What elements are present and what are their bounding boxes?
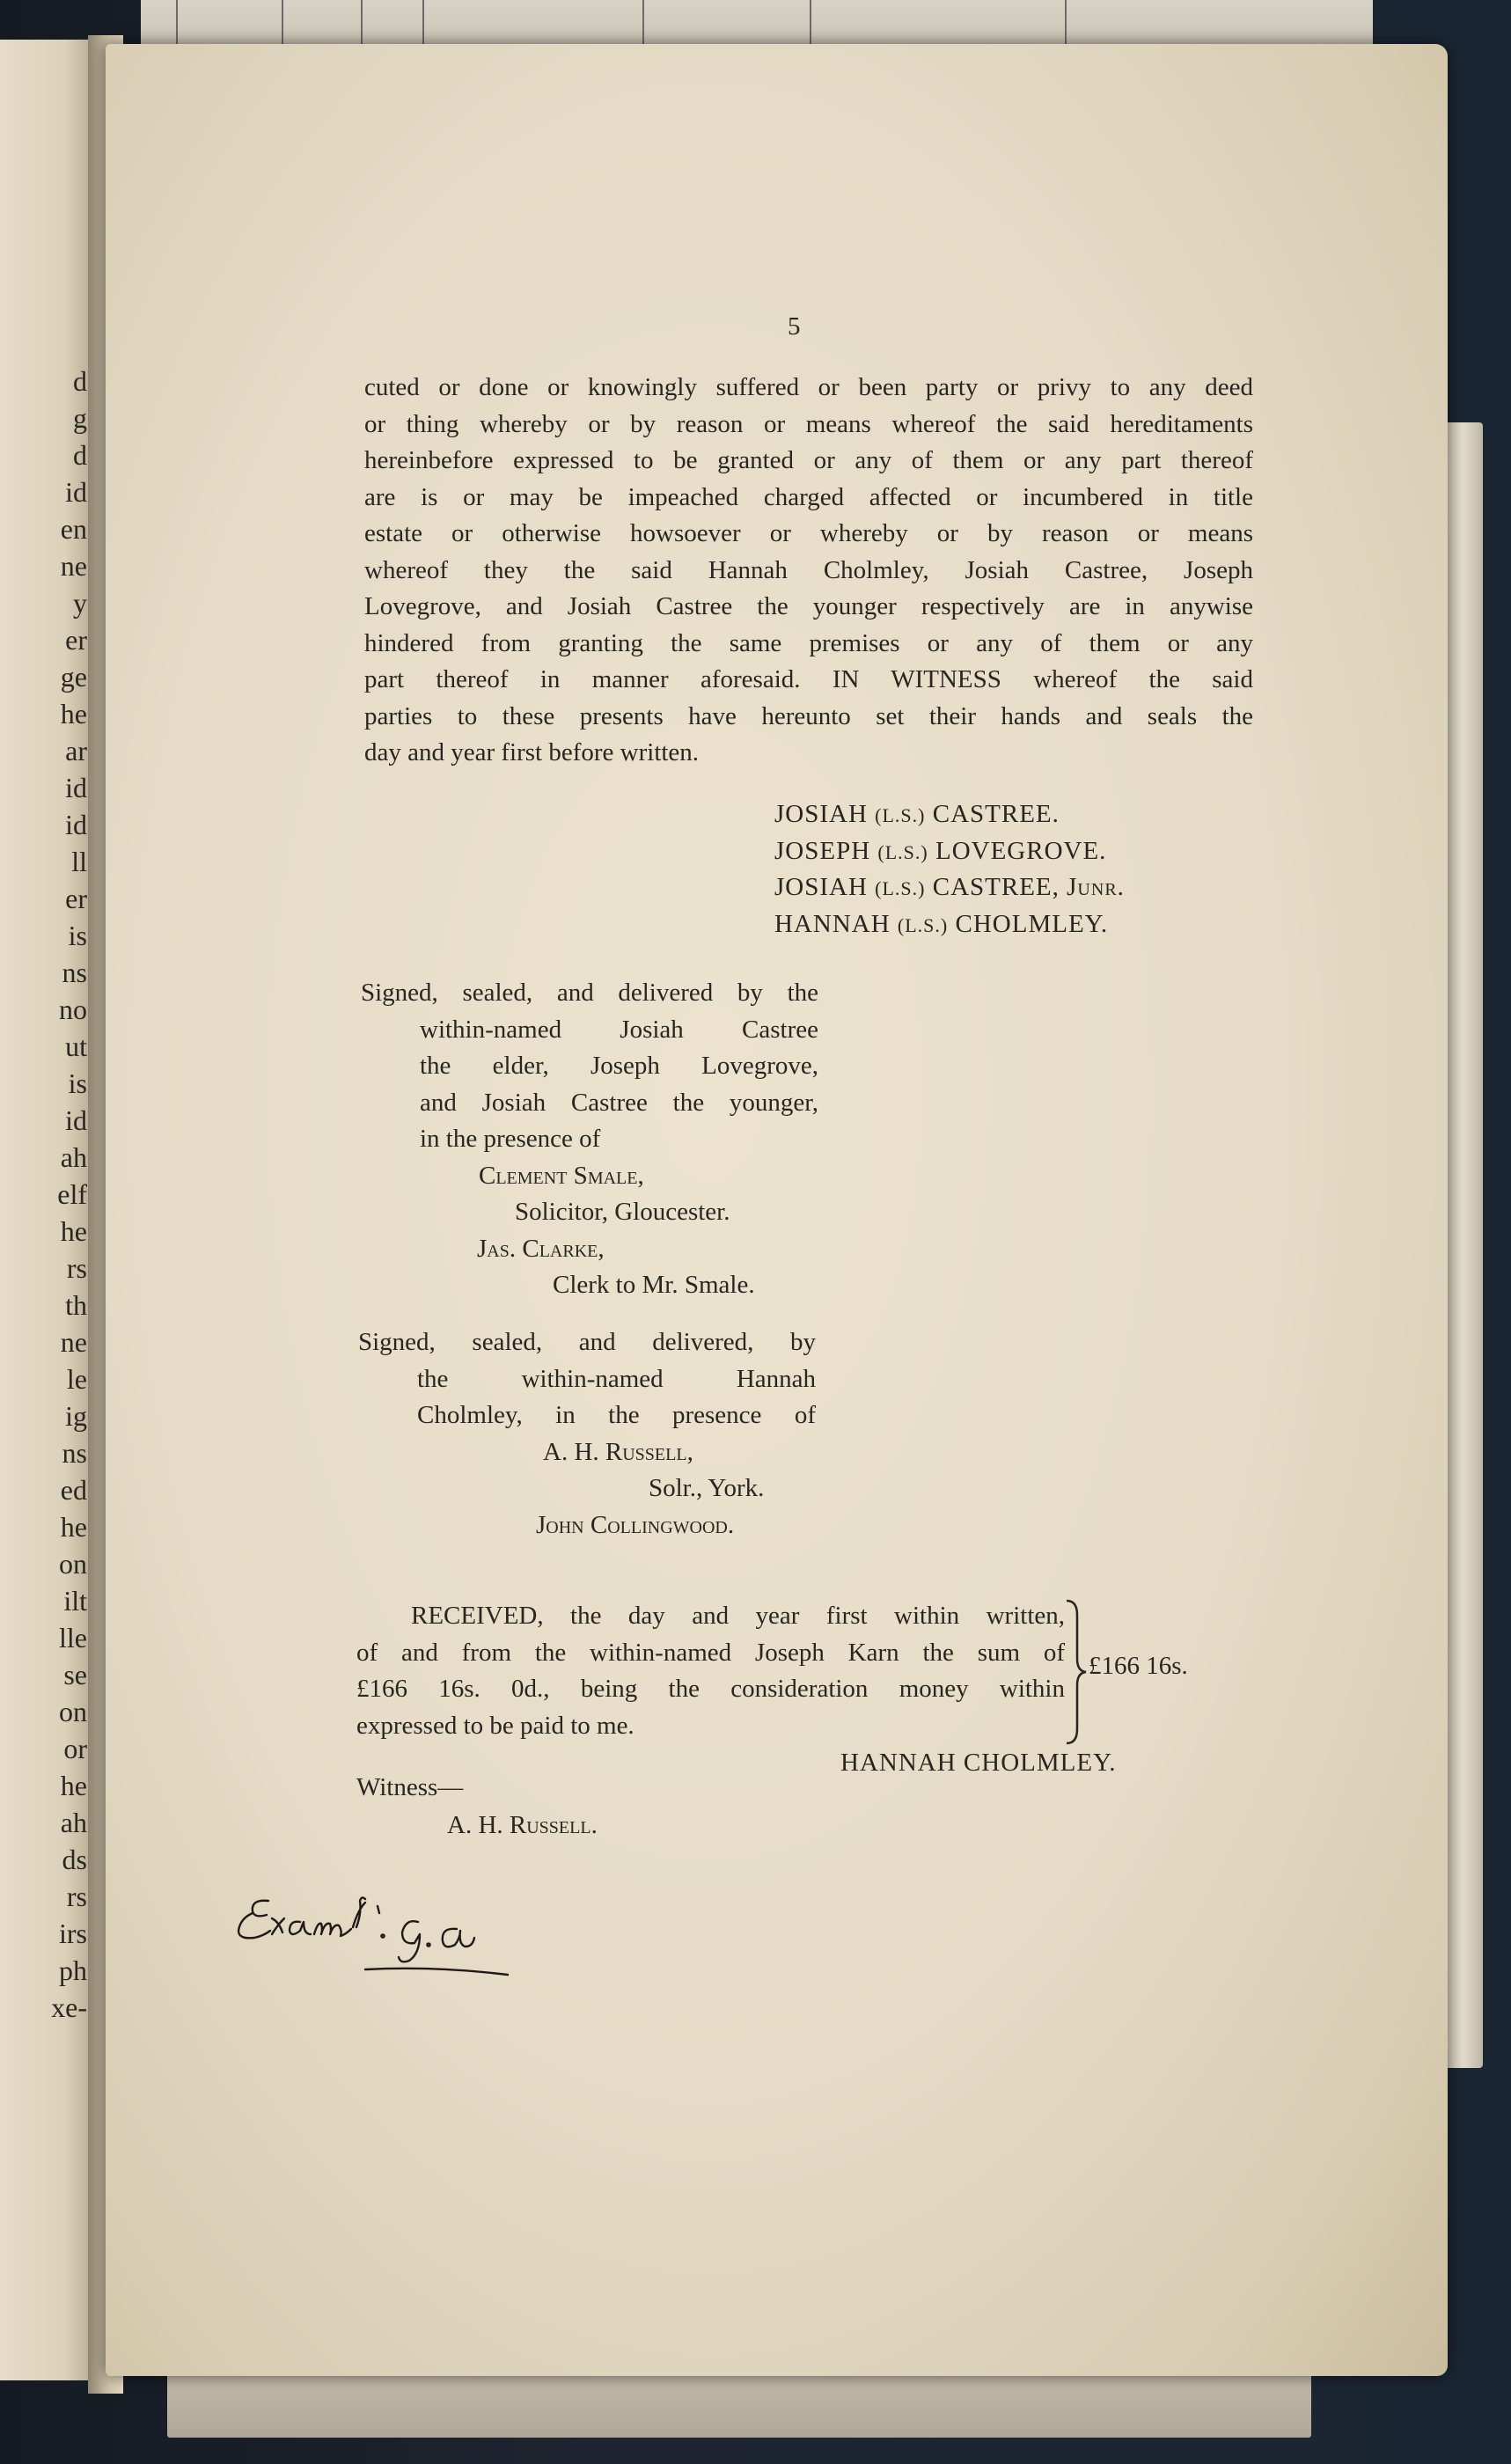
left-page-text-fragment: ph bbox=[59, 1954, 87, 1986]
left-page-text-fragment: y bbox=[73, 587, 87, 619]
body-line: are is or may be impeached charged affected or incumbered in title bbox=[364, 482, 1253, 511]
right-page-edges bbox=[1443, 422, 1483, 2068]
attestation-line: the elder, Joseph Lovegrove, bbox=[420, 1052, 818, 1080]
left-page-text-fragment: ed bbox=[60, 1474, 87, 1506]
left-page-text-fragment: ne bbox=[60, 550, 87, 582]
left-page-text-fragment: ne bbox=[60, 1326, 87, 1358]
witness-label: Witness— bbox=[356, 1773, 464, 1801]
receipt-paragraph bbox=[356, 1598, 1065, 1744]
body-line: estate or otherwise howsoever or whereby or by reason or means bbox=[364, 519, 1253, 547]
attestation-line: within-named Josiah Castree bbox=[420, 1015, 818, 1044]
left-page-text-fragment: he bbox=[60, 1511, 87, 1543]
body-line: hindered from granting the same premises or any of them or any bbox=[364, 628, 1253, 657]
left-page-text-fragment: rs bbox=[66, 1252, 87, 1284]
receipt-amount: £166 16s. bbox=[1089, 1652, 1188, 1680]
signature-block bbox=[774, 796, 1267, 942]
witness-title: Solr., York. bbox=[649, 1474, 765, 1502]
curly-brace-icon bbox=[1063, 1597, 1089, 1747]
body-line: part thereof in manner aforesaid. IN WITNESS whereof the said bbox=[364, 665, 1253, 693]
witness-title: Solicitor, Gloucester. bbox=[515, 1198, 730, 1226]
left-page-text-fragment: on bbox=[59, 1548, 87, 1580]
attestation-line: and Josiah Castree the younger, bbox=[420, 1088, 818, 1117]
left-page-text-fragment: er bbox=[65, 624, 87, 656]
left-page-text-fragment: rs bbox=[66, 1881, 87, 1912]
left-page-text-fragment: ut bbox=[65, 1030, 87, 1062]
left-page-text-fragment: id bbox=[65, 772, 87, 803]
left-page-text-fragment: g bbox=[73, 402, 87, 434]
attestation-line: Cholmley, in the presence of bbox=[417, 1401, 816, 1429]
left-page-text-fragment: d bbox=[73, 439, 87, 471]
left-page-text-fragment: ar bbox=[65, 735, 87, 766]
left-page-text-fragment: ilt bbox=[63, 1585, 87, 1617]
left-page-text-fragment: ns bbox=[62, 957, 87, 988]
body-line: day and year first before written. bbox=[364, 738, 700, 766]
left-page-text-fragment: ns bbox=[62, 1437, 87, 1469]
signature-line: JOSIAH (L.S.) CASTREE. bbox=[774, 800, 1060, 828]
left-page-text-fragment: th bbox=[65, 1289, 87, 1321]
witness-name: A. H. Russell, bbox=[543, 1437, 693, 1466]
body-line: parties to these presents have hereunto set their hands and seals the bbox=[364, 701, 1253, 730]
receipt-line: RECEIVED, the day and year first within written, bbox=[411, 1602, 1065, 1630]
witness-name: Clement Smale, bbox=[479, 1161, 644, 1190]
left-page-text-fragment: en bbox=[60, 513, 87, 545]
receipt-signatory: HANNAH CHOLMLEY. bbox=[840, 1749, 1117, 1777]
left-page-text-fragment: ds bbox=[62, 1844, 87, 1875]
left-page-text-fragment: lle bbox=[59, 1622, 87, 1654]
left-page-text-fragment: he bbox=[60, 1770, 87, 1801]
left-page-text-fragment: ge bbox=[60, 661, 87, 693]
receipt-line: expressed to be paid to me. bbox=[356, 1711, 634, 1740]
left-page-text-fragment: or bbox=[63, 1733, 87, 1764]
left-page-text-fragment: irs bbox=[59, 1918, 87, 1949]
body-line: cuted or done or knowingly suffered or been party or privy to any deed bbox=[364, 373, 1253, 401]
left-page-text-fragment: he bbox=[60, 1215, 87, 1247]
attestation-line: Signed, sealed, and delivered by the bbox=[361, 979, 818, 1007]
left-page-text-fragment: no bbox=[59, 994, 87, 1025]
left-page-text-fragment: ll bbox=[71, 846, 87, 877]
left-page-text-fragment: er bbox=[65, 883, 87, 914]
left-page-text-fragment: elf bbox=[57, 1178, 87, 1210]
witness-name: John Collingwood. bbox=[536, 1510, 735, 1539]
left-page-text-fragment: is bbox=[68, 1067, 87, 1099]
attestation-line: in the presence of bbox=[420, 1125, 601, 1153]
attestation-clause-2 bbox=[358, 1324, 816, 1544]
page-number: 5 bbox=[788, 312, 801, 341]
left-page-text-fragment: id bbox=[65, 476, 87, 508]
body-line: hereinbefore expressed to be granted or any of them or any part thereof bbox=[364, 446, 1253, 474]
receipt-line: £166 16s. 0d., being the consideration money within bbox=[356, 1675, 1065, 1703]
left-page-text-fragment: le bbox=[66, 1363, 87, 1395]
signature-line: HANNAH (L.S.) CHOLMLEY. bbox=[774, 909, 1109, 938]
left-page-text-fragment: d bbox=[73, 365, 87, 397]
left-page-text-fragment: se bbox=[63, 1659, 87, 1690]
left-page-text-fragment: xe- bbox=[51, 1991, 87, 2023]
deed-body-paragraph bbox=[364, 370, 1253, 772]
handwritten-examined-note bbox=[233, 1883, 515, 2006]
body-line: Lovegrove, and Josiah Castree the younger respectively are in anywise bbox=[364, 592, 1253, 620]
signature-line: JOSIAH (L.S.) CASTREE, Junr. bbox=[774, 873, 1125, 901]
left-page-text-fragment: ig bbox=[65, 1400, 87, 1432]
witness-title: Clerk to Mr. Smale. bbox=[553, 1271, 755, 1299]
left-page-text-fragment: id bbox=[65, 1104, 87, 1136]
left-page-text-fragment: on bbox=[59, 1696, 87, 1727]
left-page-text-fragment: ah bbox=[60, 1807, 87, 1838]
left-page-text-fragment: id bbox=[65, 809, 87, 840]
left-page-text-fragment: he bbox=[60, 698, 87, 730]
left-page-text-fragment: ah bbox=[60, 1141, 87, 1173]
left-page-text-fragment: is bbox=[68, 920, 87, 951]
receipt-witness-name: A. H. Russell. bbox=[447, 1811, 598, 1839]
signature-line: JOSEPH (L.S.) LOVEGROVE. bbox=[774, 836, 1107, 865]
attestation-line: Signed, sealed, and delivered, by bbox=[358, 1328, 816, 1356]
receipt-line: of and from the within-named Joseph Karn the sum of bbox=[356, 1638, 1065, 1667]
attestation-line: the within-named Hannah bbox=[417, 1364, 816, 1393]
previous-page-edge bbox=[0, 40, 92, 2380]
body-line: whereof they the said Hannah Cholmley, Josiah Castree, Joseph bbox=[364, 555, 1253, 584]
attestation-clause-1 bbox=[361, 975, 818, 1304]
body-line: or thing whereby or by reason or means whereof the said hereditaments bbox=[364, 409, 1253, 438]
witness-name: Jas. Clarke, bbox=[477, 1234, 605, 1263]
